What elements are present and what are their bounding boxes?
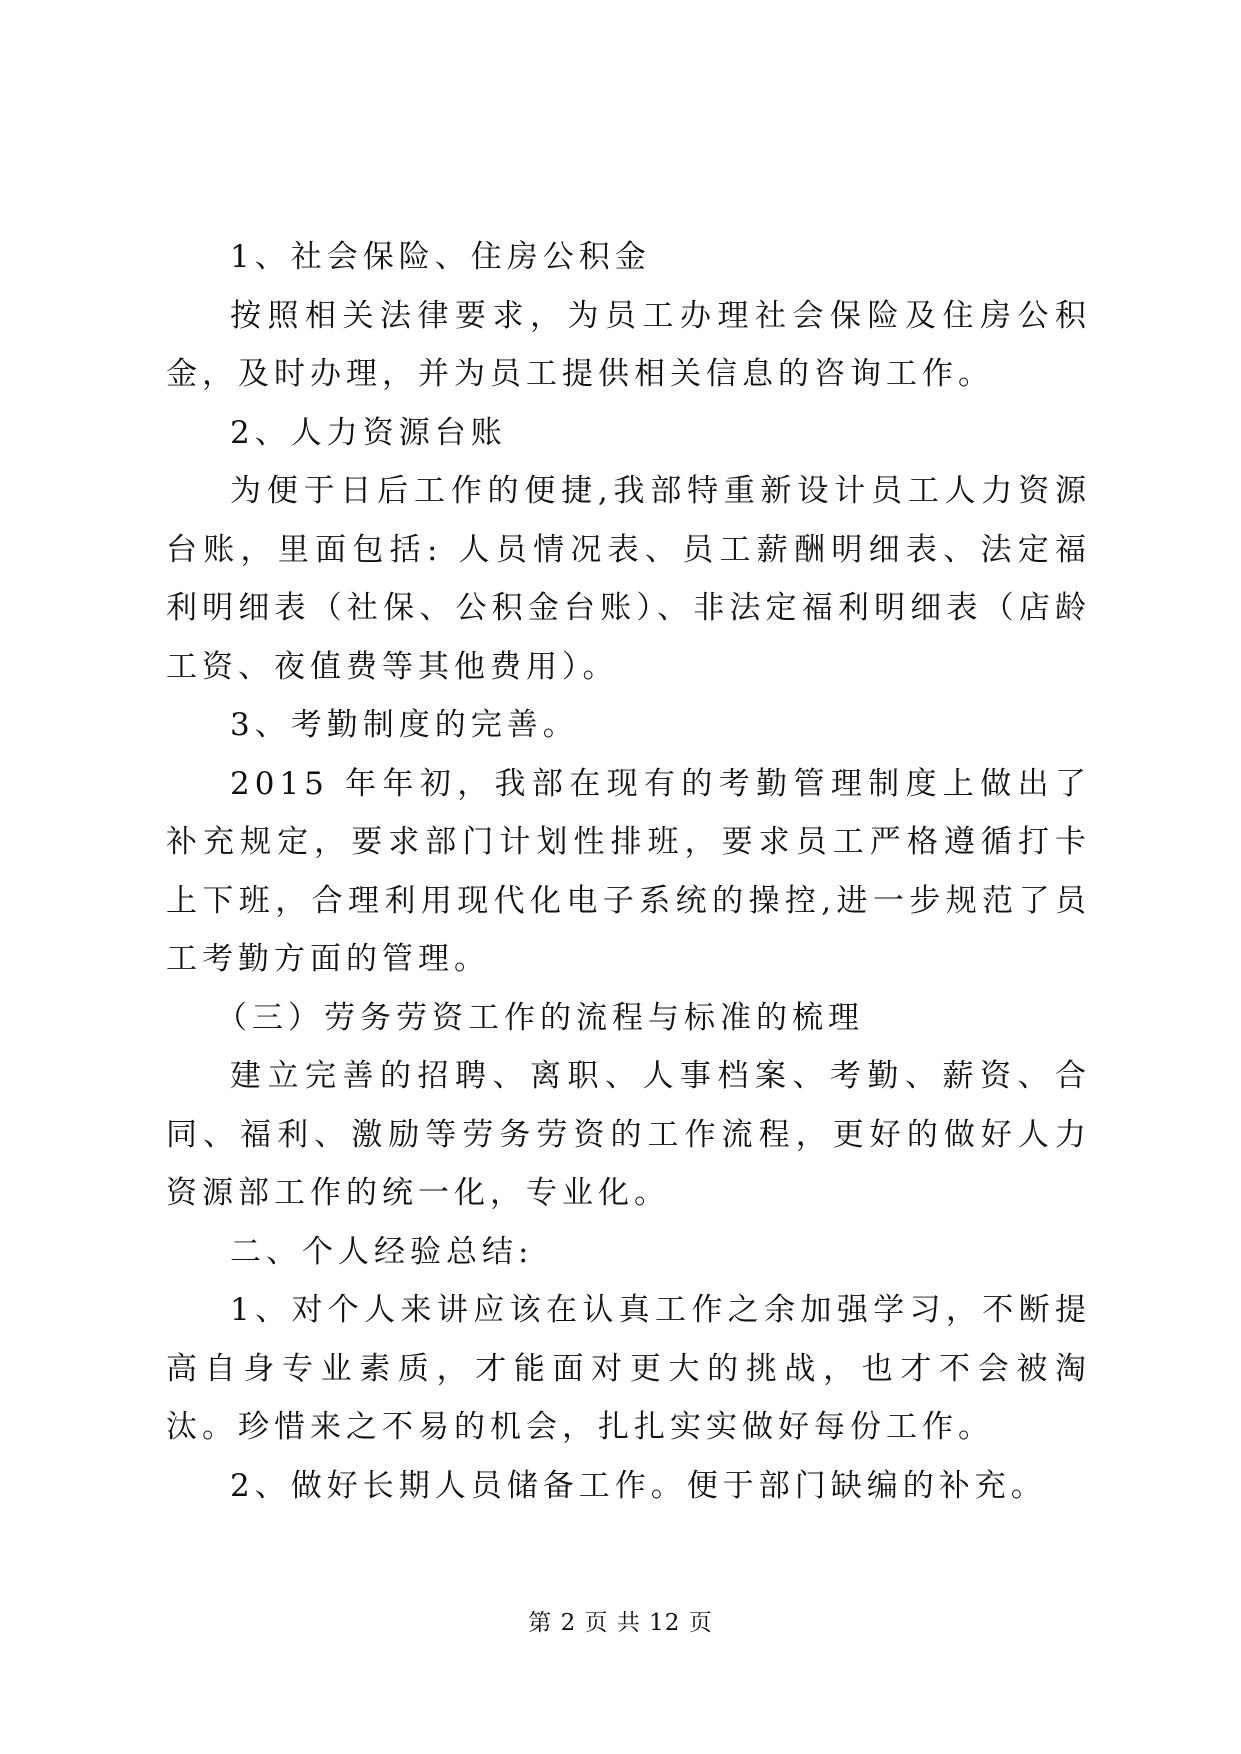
paragraph-hr-ledger: 为便于日后工作的便捷,我部特重新设计员工人力资源台账，里面包括: 人员情况表、员工薪酬明细表、法定福利明细表（社保、公积金台账）、非法定福利明细表（店龄工资、夜值费等其他费用）。 — [166, 473, 1091, 685]
paragraph-labor-process: 建立完善的招聘、离职、人事档案、考勤、薪资、合同、福利、激励等劳务劳资的工作流程，更好的做好人力资源部工作的统一化，专业化。 — [166, 1058, 1091, 1211]
heading-social-insurance: 1、社会保险、住房公积金 — [230, 239, 651, 275]
paragraph-personal-learning: 1、对个人来讲应该在认真工作之余加强学习，不断提高自身专业素质，才能面对更大的挑战，也才不会被淘汰。珍惜来之不易的机会，扎扎实实做好每份工作。 — [166, 1292, 1091, 1445]
paragraph-attendance: 2015 年年初，我部在现有的考勤管理制度上做出了补充规定，要求部门计划性排班，要求员工严格遵循打卡上下班，合理利用现代化电子系统的操控,进一步规范了员工考勤方面的管理。 — [166, 765, 1091, 977]
heading-labor-process: （三）劳务劳资工作的流程与标准的梳理 — [216, 999, 864, 1036]
heading-hr-ledger: 2、人力资源台账 — [230, 414, 507, 451]
paragraph-social-insurance: 按照相关法律要求，为员工办理社会保险及住房公积金，及时办理，并为员工提供相关信息的咨询工作。 — [166, 297, 1091, 392]
paragraph-staff-reserve: 2、做好长期人员储备工作。便于部门缺编的补充。 — [230, 1467, 1047, 1504]
page-number-footer: 第 2 页 共 12 页 — [528, 1610, 713, 1636]
document-body — [166, 228, 1091, 1515]
heading-attendance: 3、考勤制度的完善。 — [230, 707, 579, 743]
heading-personal-summary: 二、个人经验总结: — [230, 1233, 534, 1270]
